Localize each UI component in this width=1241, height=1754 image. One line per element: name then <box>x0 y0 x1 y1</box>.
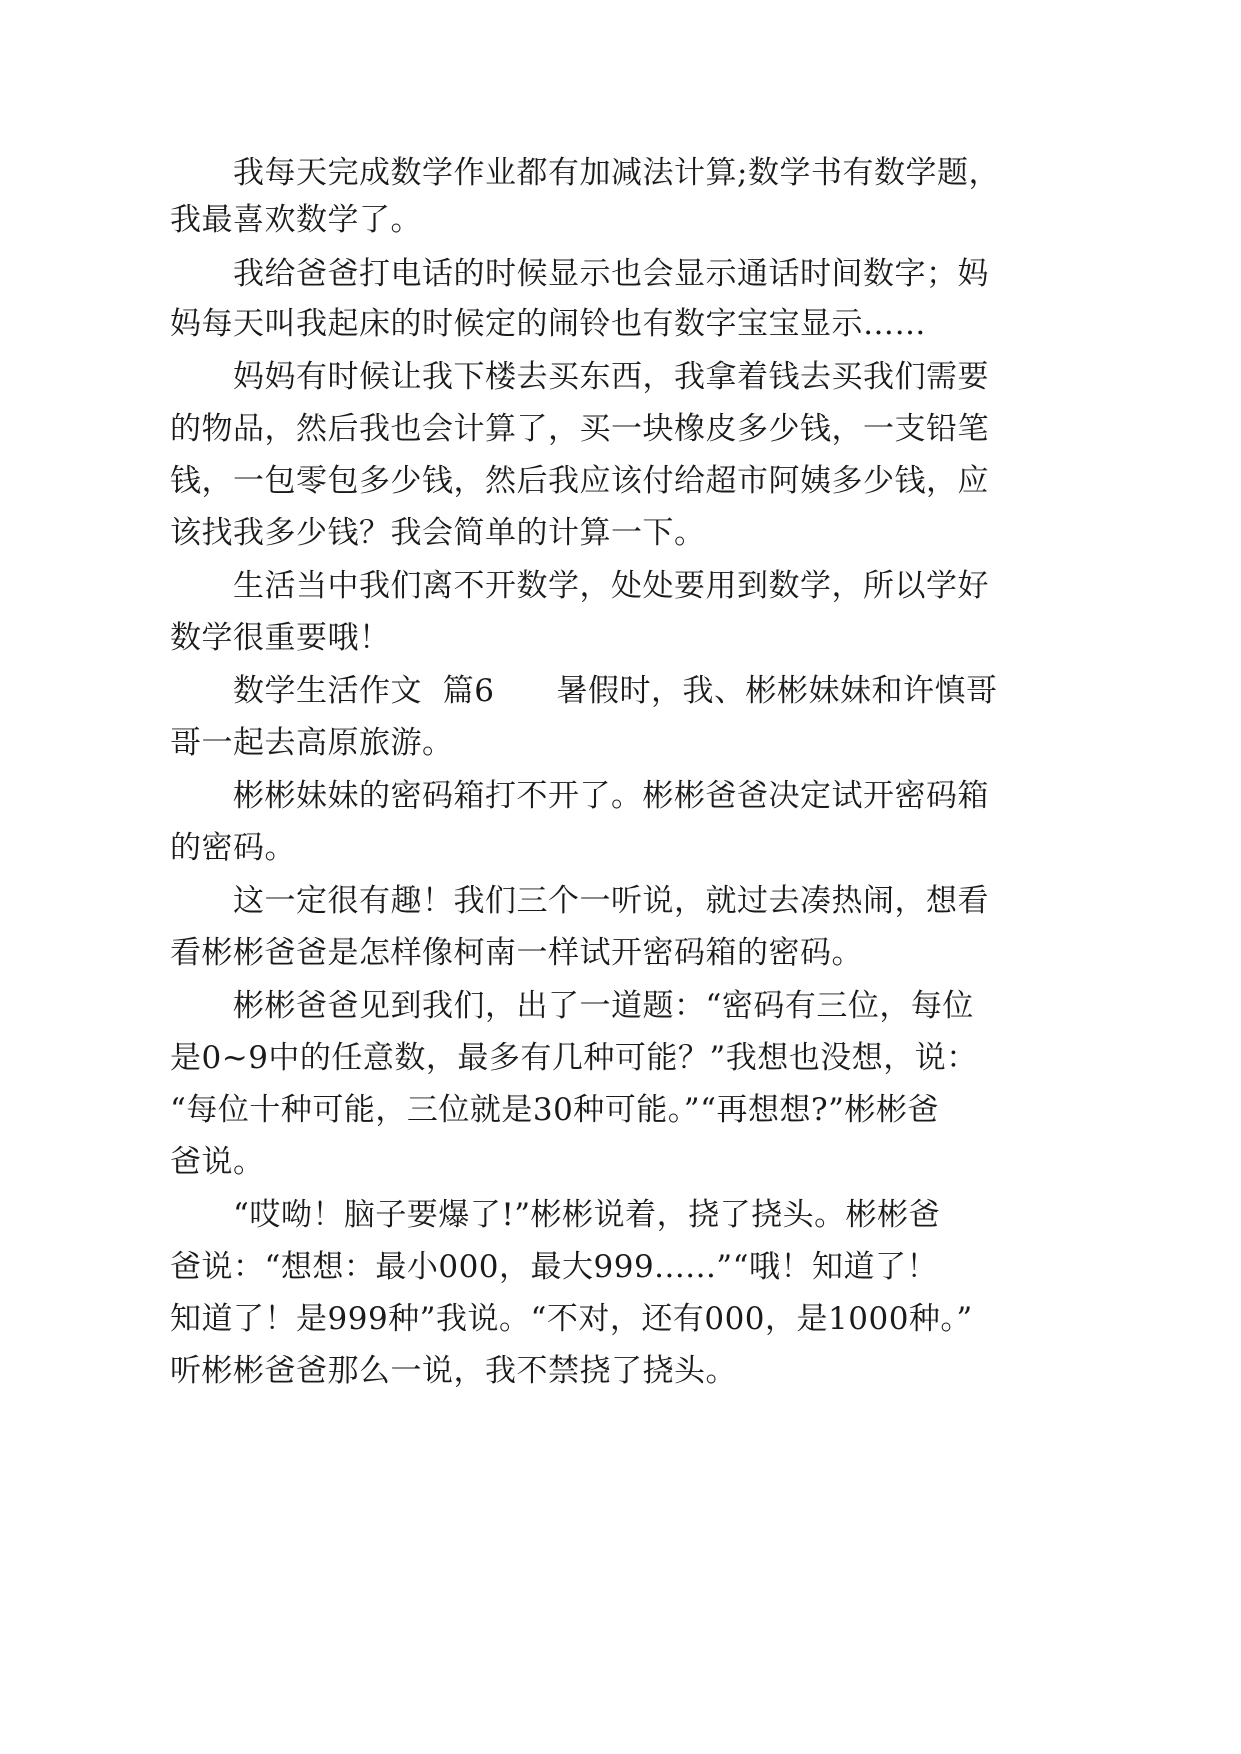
text-line-24: 听彬彬爸爸那么一说，我不禁挠了挠头。 <box>170 1353 737 1389</box>
text-line-6: 的物品，然后我也会计算了，买一块橡皮多少钱，一支铅笔 <box>170 411 989 447</box>
text-line-8: 该找我多少钱？我会简单的计算一下。 <box>170 515 706 551</box>
text-line-21: “哎呦！脑子要爆了!”彬彬说着，挠了挠头。彬彬爸 <box>233 1197 941 1233</box>
text-line-18: 是0~9中的任意数，最多有几种可能？”我想也没想，说： <box>170 1040 978 1076</box>
text-line-4: 妈每天叫我起床的时候定的闹铃也有数字宝宝显示…… <box>170 306 926 342</box>
text-line-2: 我最喜欢数学了。 <box>170 202 422 238</box>
text-line-19: “每位十种可能，三位就是30种可能。”“再想想?”彬彬爸 <box>170 1092 939 1128</box>
text-line-9: 生活当中我们离不开数学，处处要用到数学，所以学好 <box>233 568 989 604</box>
text-line-3: 我给爸爸打电话的时候显示也会显示通话时间数字；妈 <box>233 256 989 292</box>
text-line-13: 彬彬妹妹的密码箱打不开了。彬彬爸爸决定试开密码箱 <box>233 778 989 814</box>
text-line-23: 知道了！是999种”我说。“不对，还有000，是1000种。” <box>170 1301 973 1337</box>
text-line-12: 哥一起去高原旅游。 <box>170 725 454 761</box>
text-line-16: 看彬彬爸爸是怎样像柯南一样试开密码箱的密码。 <box>170 935 863 971</box>
text-line-17: 彬彬爸爸见到我们，出了一道题：“密码有三位，每位 <box>233 988 974 1024</box>
text-line-11: 数学生活作文 篇6 暑假时，我、彬彬妹妹和许慎哥 <box>233 673 998 709</box>
text-line-10: 数学很重要哦！ <box>170 620 391 656</box>
text-line-7: 钱，一包零包多少钱，然后我应该付给超市阿姨多少钱，应 <box>170 463 989 499</box>
text-line-5: 妈妈有时候让我下楼去买东西，我拿着钱去买我们需要 <box>233 359 989 395</box>
text-line-14: 的密码。 <box>170 830 296 866</box>
text-line-22: 爸说：“想想：最小000，最大999......”“哦！知道了！ <box>170 1249 939 1285</box>
text-line-1: 我每天完成数学作业都有加减法计算;数学书有数学题， <box>233 155 1000 191</box>
text-line-15: 这一定很有趣！我们三个一听说，就过去凑热闹，想看 <box>233 883 989 919</box>
text-line-20: 爸说。 <box>170 1144 265 1180</box>
